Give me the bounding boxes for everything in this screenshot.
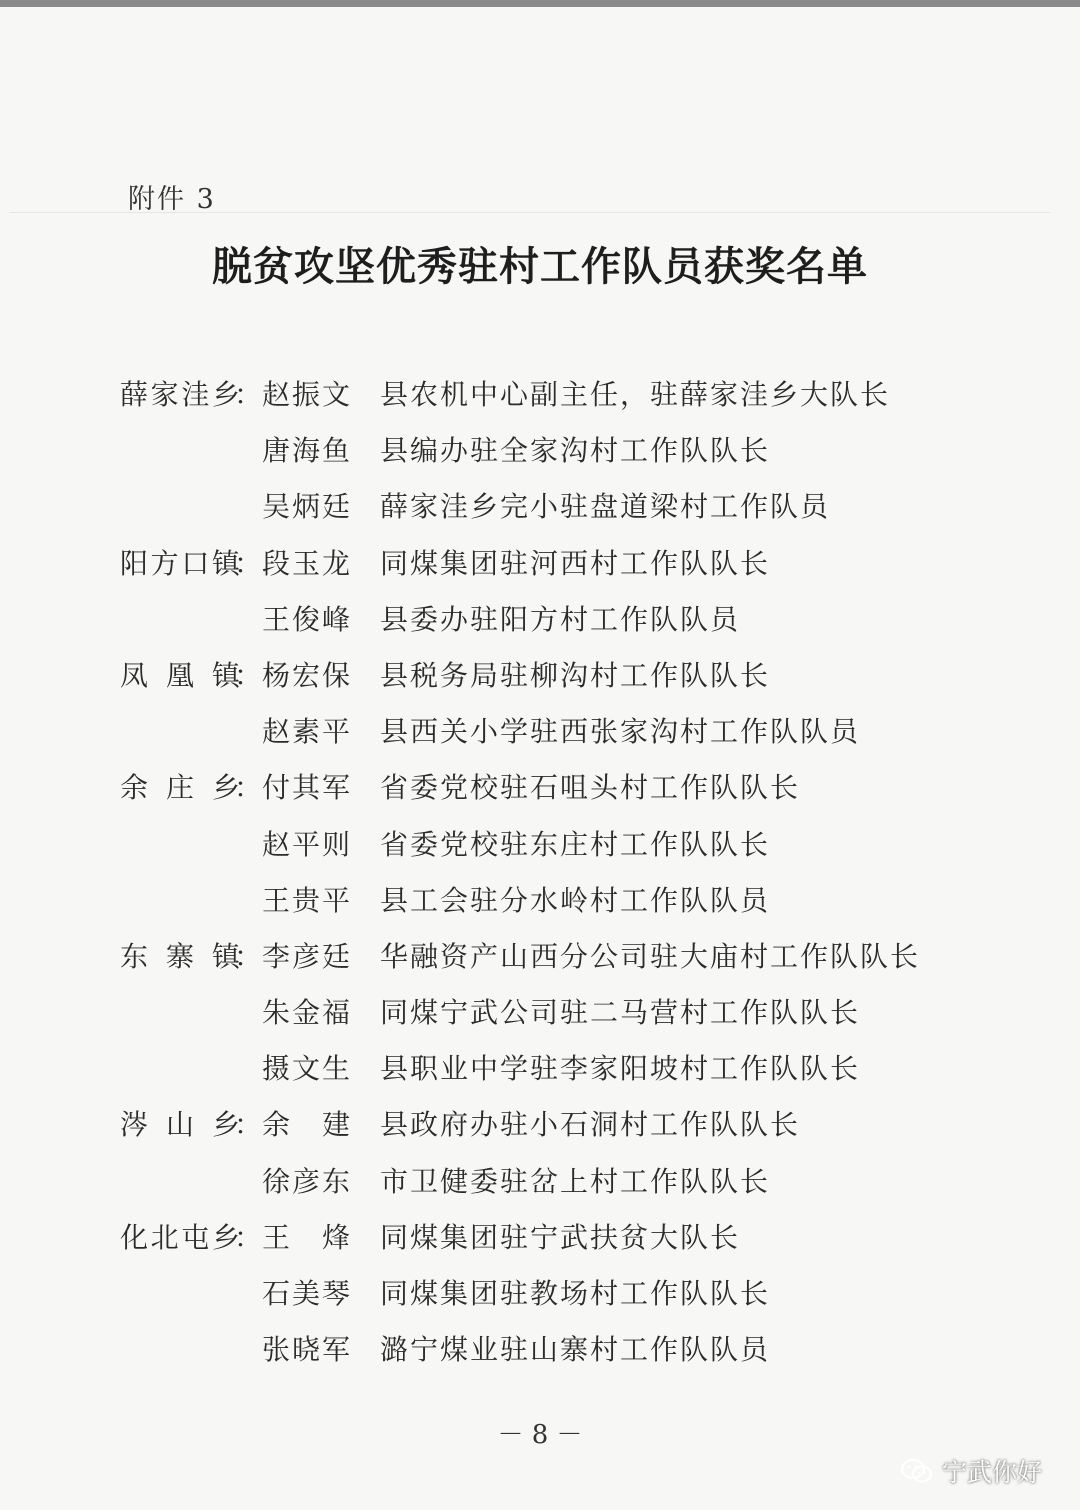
town-colon: ： [234,546,263,580]
member-duty: 县农机中心副主任，驻薛家洼乡大队长 [380,378,891,411]
award-entry-row [0,588,1080,644]
award-entry-row [0,363,1080,419]
town-colon: ： [234,771,263,805]
wechat-icon [900,1457,934,1485]
member-duty: 县工会驻分水岭村工作队队员 [380,883,771,917]
member-name: 付 其 军 [262,771,350,805]
member-name: 徐 彦 东 [262,1164,350,1198]
town-name: 薛 家 洼 乡 [120,378,240,411]
member-duty: 华融资产山西分公司驻大庙村工作队队长 [380,939,921,973]
award-entry-row [0,532,1080,588]
member-name: 摄 文 生 [262,1052,350,1086]
member-duty: 省委党校驻石咀头村工作队队长 [380,771,801,805]
attachment-label: 附件 3 [128,184,216,215]
award-entry-row [0,1037,1080,1093]
award-entry-row [0,700,1080,756]
member-name: 王 俊 峰 [262,602,350,636]
town-name: 余 庄 乡 [120,771,240,805]
member-duty: 省委党校驻东庄村工作队队长 [380,827,771,861]
member-duty: 县编办驻全家沟村工作队队长 [380,434,771,468]
top-border [0,0,1080,7]
town-name: 凤 凰 镇 [120,658,240,692]
member-duty: 同煤集团驻宁武扶贫大队长 [380,1220,741,1254]
member-name: 赵 平 则 [262,827,350,861]
award-entry-row [0,813,1080,869]
award-entry-row [0,869,1080,925]
document-page [0,7,1080,1510]
award-entry-row [0,419,1080,475]
member-name: 余 建 [262,1108,350,1142]
award-entry-row [0,644,1080,700]
award-entry-row [0,1093,1080,1149]
member-duty: 县西关小学驻西张家沟村工作队队员 [380,715,861,749]
town-name: 阳 方 口 镇 [120,546,240,580]
member-duty: 县委办驻阳方村工作队队员 [380,602,741,636]
member-duty: 市卫健委驻岔上村工作队队长 [380,1164,771,1198]
member-duty: 潞宁煤业驻山寨村工作队队员 [380,1333,771,1367]
award-entry-row [0,1262,1080,1318]
town-colon: ： [234,378,263,411]
member-name: 朱 金 福 [262,996,350,1030]
member-duty: 县政府办驻小石洞村工作队队长 [380,1108,801,1142]
member-name: 石 美 琴 [262,1277,350,1310]
award-entry-row [0,756,1080,812]
watermark [900,1453,1042,1489]
award-entry-row [0,475,1080,531]
page-number: － 8 － [497,1420,583,1450]
member-name: 赵 振 文 [262,378,350,411]
member-name: 王 烽 [262,1220,350,1254]
member-duty: 县职业中学驻李家阳坡村工作队队长 [380,1052,861,1086]
award-entry-row [0,1318,1080,1374]
member-name: 段 玉 龙 [262,546,350,580]
town-name: 涔 山 乡 [120,1108,240,1142]
town-colon: ： [234,1108,263,1142]
town-colon: ： [234,939,263,973]
document-title: 脱贫攻坚优秀驻村工作队员获奖名单 [212,243,868,290]
member-name: 王 贵 平 [262,883,350,917]
member-duty: 薛家洼乡完小驻盘道梁村工作队员 [380,490,831,524]
award-entry-row [0,981,1080,1037]
town-colon: ： [234,1220,263,1254]
member-duty: 县税务局驻柳沟村工作队队长 [380,658,771,692]
town-name: 东 寨 镇 [120,939,240,973]
award-entry-row [0,925,1080,981]
member-name: 李 彦 廷 [262,939,350,973]
watermark-text: 宁武你好 [942,1458,1043,1487]
member-name: 唐 海 鱼 [262,434,350,468]
member-duty: 同煤宁武公司驻二马营村工作队队长 [380,996,861,1030]
member-name: 杨 宏 保 [262,658,350,692]
award-list [0,363,1080,1374]
member-name: 张 晓 军 [262,1333,350,1367]
member-name: 赵 素 平 [262,715,350,749]
member-duty: 同煤集团驻教场村工作队队长 [380,1277,771,1310]
town-name: 化 北 屯 乡 [120,1220,240,1254]
award-entry-row [0,1206,1080,1262]
town-colon: ： [234,658,263,692]
member-name: 吴 炳 廷 [262,490,350,524]
award-entry-row [0,1150,1080,1206]
member-duty: 同煤集团驻河西村工作队队长 [380,546,771,580]
